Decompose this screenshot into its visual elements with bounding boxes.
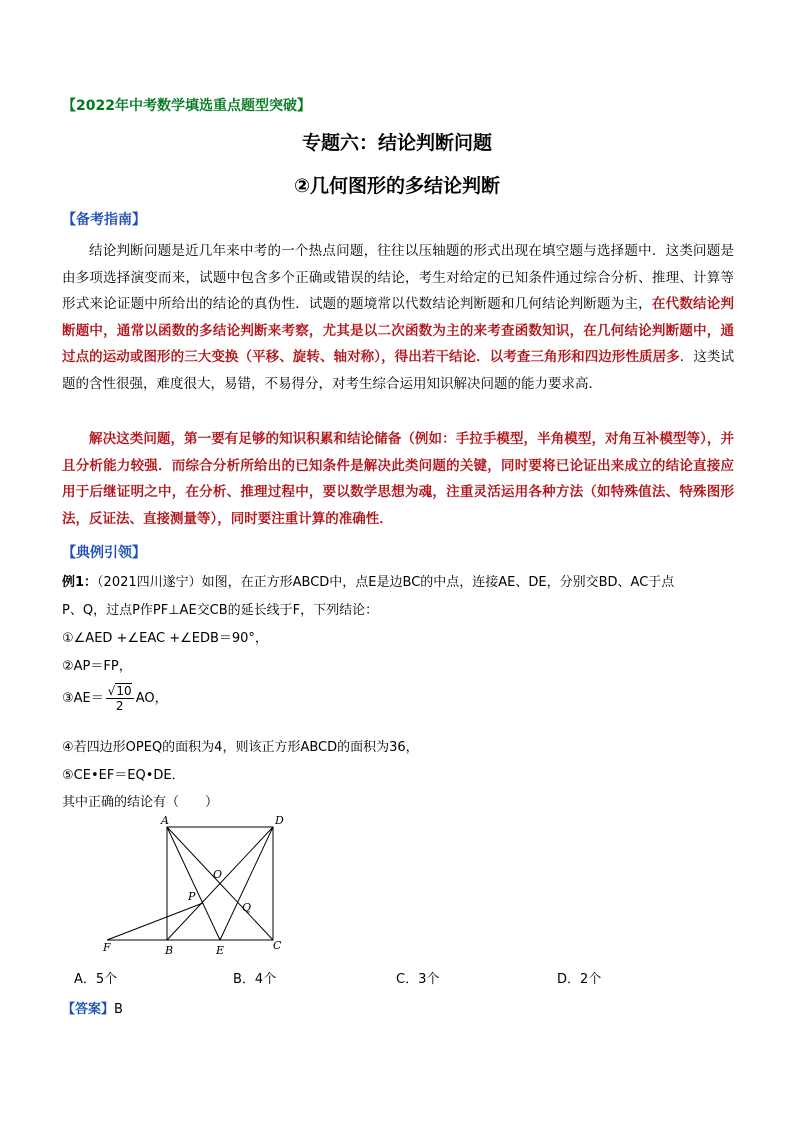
sqrt-radicand: 10 <box>116 684 132 698</box>
question-text: 其中正确的结论有（ ） <box>62 795 219 810</box>
label-q: Q <box>242 901 252 914</box>
label-f: F <box>103 941 111 954</box>
example-line-2: P、Q，过点P作PF⊥AE交CB的延长线于F，下列结论： <box>62 603 379 618</box>
label-a: A <box>161 815 169 827</box>
label-o: O <box>213 868 223 881</box>
conclusion-3-suffix: AO， <box>135 691 168 706</box>
segment-de <box>220 827 273 940</box>
option-b: B．4个 <box>233 972 277 987</box>
label-d: D <box>275 815 284 827</box>
example-text-1: （2021四川遂宁）如图，在正方形ABCD中，点E是边BC的中点，连接AE、DE，分别交BD、AC于点 <box>97 575 675 590</box>
option-c: C．3个 <box>396 972 440 987</box>
label-c: C <box>273 939 282 952</box>
conclusion-4: ④若四边形OPEQ的面积为4，则该正方形ABCD的面积为36， <box>62 740 419 755</box>
segment-ae <box>167 827 223 940</box>
example-line-1 <box>62 571 742 590</box>
fraction <box>106 684 134 713</box>
conclusion-2: ②AP＝FP， <box>62 659 132 674</box>
guide-heading: 【备考指南】 <box>62 212 146 228</box>
page-title: 专题六：结论判断问题 <box>301 132 492 154</box>
answer-line <box>62 998 742 1017</box>
guide-paragraph-2: 解决这类问题，第一要有足够的知识积累和结论储备（例如：手拉手模型，半角模型，对角互补模型等），并且分析能力较强．而综合分析所给出的已知条件是解决此类问题的关键，同时要将已论证出来成立的结论直接应用于后继证明之中，在分析、推理过程中，要以数学思想为魂，注重灵活运用各种方法（如特殊值法、特殊图形法，反证法、直接测量等），同时要注重计算的准确性． <box>62 431 734 527</box>
guide-p1-highlight: 在代数结论判断题中，通常以函数的多结论判断来考察，尤其是以二次函数为主的来考查函数知识，在几何结论判断题中，通过点的运动或图形的三大变换（平移、旋转、轴对称），得出若干结论．以考查三角形和四边形性质居多 <box>62 296 734 365</box>
example-heading: 【典例引领】 <box>62 545 146 561</box>
page-subtitle: ②几何图形的多结论判断 <box>293 175 501 197</box>
segment-pf <box>107 903 203 940</box>
fraction-denominator: 2 <box>115 699 124 713</box>
answer-value: B <box>114 1002 123 1017</box>
guide-paragraph-1 <box>62 238 734 397</box>
conclusion-3 <box>62 684 742 713</box>
label-e: E <box>216 944 225 957</box>
label-p: P <box>188 890 196 903</box>
conclusion-1: ①∠AED +∠EAC +∠EDB＝90°， <box>62 631 268 646</box>
geometry-figure <box>95 815 295 960</box>
answer-label: 【答案】 <box>62 1002 115 1017</box>
conclusion-5: ⑤CE•EF＝EQ•DE． <box>62 768 185 783</box>
conclusion-3-prefix: ③AE＝ <box>62 691 104 706</box>
fraction-numerator: √10 <box>107 684 132 698</box>
option-a: A．5个 <box>74 972 118 987</box>
example-label: 例1： <box>62 575 98 590</box>
series-tag: 【2022年中考数学填选重点题型突破】 <box>62 98 311 114</box>
guide-p1-tail: ．这类试题的含性很强，难度很大，易错，不易得分，对考生综合运用知识解决问题的能力要求高． <box>62 349 735 392</box>
option-d: D．2个 <box>557 972 602 987</box>
label-b: B <box>165 944 174 957</box>
guide-p1-normal: 结论判断问题是近几年来中考的一个热点问题，往往以压轴题的形式出现在填空题与选择题中．这类问题是由多项选择演变而来，试题中包含多个正确或错误的结论，考生对给定的已知条件通过综合分析、推理、计算等形式来论证题中所给出的结论的真伪性．试题的题境常以代数结论判断题和几何结论判断题为主， <box>62 243 734 312</box>
